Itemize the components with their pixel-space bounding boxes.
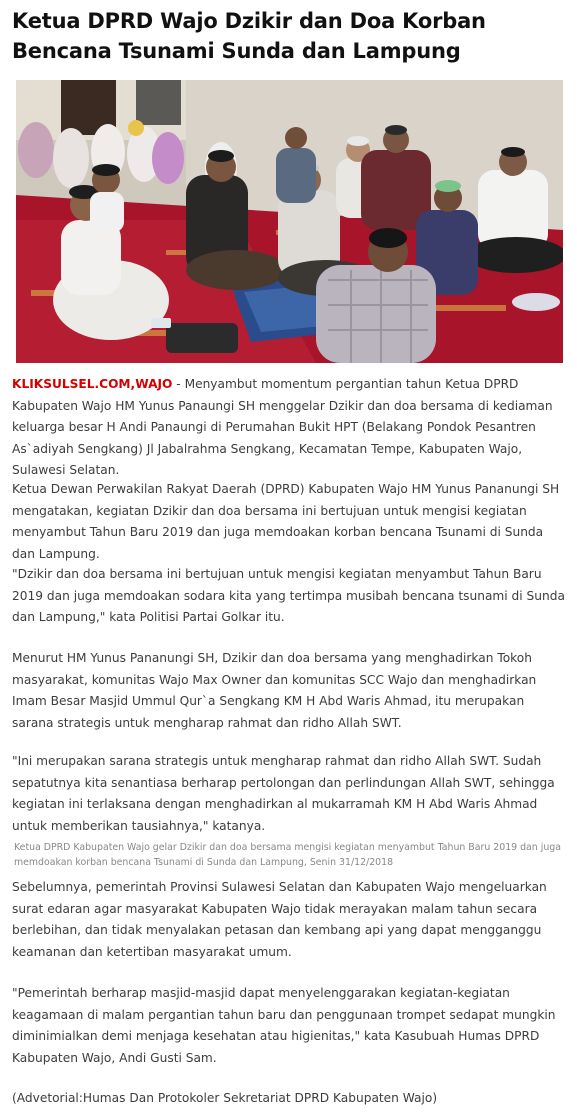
source-dateline: KLIKSULSEL.COM,WAJO (12, 377, 173, 391)
photo-caption: Ketua DPRD Kabupaten Wajo gelar Dzikir dan doa bersama mengisi kegiatan menyambut Tahun Baru 2019 dan juga memdoakan korban bencana Tsunami di Sunda dan Lampung, Senin 31/12/2018 (14, 842, 561, 868)
article-photo (16, 80, 563, 363)
photo-illustration (16, 80, 563, 363)
body-paragraph: Menurut HM Yunus Pananungi SH, Dzikir dan doa bersama yang menghadirkan Tokoh masyarakat, komunitas Wajo Max Owner dan komunitas SCC Wajo dan menghadirkan Imam Besar Masjid Ummul Qur`a Sengkang KM H Abd Waris Ahmad, itu merupakan sarana strategis untuk mengharap rahmat dan ridho Allah SWT. (12, 651, 537, 730)
lead-text: - Menyambut momentum pergantian tahun Ketua DPRD Kabupaten Wajo HM Yunus Panaungi SH menggelar Dzikir dan doa bersama di kediaman keluarga besar H Andi Panaungi di Perumahan Bukit HPT (Belakang Pondok Pesantren As`adiyah Sengkang) Jl Jabalrahma Sengkang, Kecamatan Tempe, Kabupaten Wajo, Sulawesi Selatan. (12, 377, 553, 477)
lead-paragraph (12, 374, 567, 482)
body-paragraph: Sebelumnya, pemerintah Provinsi Sulawesi Selatan dan Kabupaten Wajo mengeluarkan surat edaran agar masyarakat Kabupaten Wajo tidak merayakan malam tahun secara berlebihan, dan tidak menyalakan petasan dan kembang api yang dapat mengganggu keamanan dan ketertiban masyarakat umum. (12, 880, 547, 959)
article-credit: (Advetorial:Humas Dan Protokoler Sekretariat DPRD Kabupaten Wajo) (12, 1091, 438, 1105)
article-title: Ketua DPRD Wajo Dzikir dan Doa Korban Bencana Tsunami Sunda dan Lampung (12, 9, 486, 63)
body-paragraph: "Pemerintah berharap masjid-masjid dapat menyelenggarakan kegiatan-kegiatan keagamaan di malam pergantian tahun baru dan penggunaan trompet sedapat mungkin diminimialkan demi menjaga kesehatan atau higienitas," kata Kasubuah Humas DPRD Kabupaten Wajo, Andi Gusti Sam. (12, 986, 556, 1065)
body-paragraph: "Dzikir dan doa bersama ini bertujuan untuk mengisi kegiatan menyambut Tahun Baru 2019 dan juga memdoakan sodara kita yang tertimpa musibah bencana tsunami di Sunda dan Lampung," kata Politisi Partai Golkar itu. (12, 567, 565, 624)
body-paragraph: Ketua Dewan Perwakilan Rakyat Daerah (DPRD) Kabupaten Wajo HM Yunus Pananungi SH mengatakan, kegiatan Dzikir dan doa bersama ini bertujuan untuk mengisi kegiatan menyambut Tahun Baru 2019 dan juga memdoakan korban bencana Tsunami di Sunda dan Lampung. (12, 482, 560, 561)
body-paragraph: "Ini merupakan sarana strategis untuk mengharap rahmat dan ridho Allah SWT. Sudah sepatutnya kita senantiasa berharap pertolongan dan perlindungan Allah SWT, sehingga kegiatan ini terlaksana dengan menghadirkan al mukarramah KM H Abd Waris Ahmad untuk memberikan tausiahnya," katanya. (12, 754, 555, 833)
